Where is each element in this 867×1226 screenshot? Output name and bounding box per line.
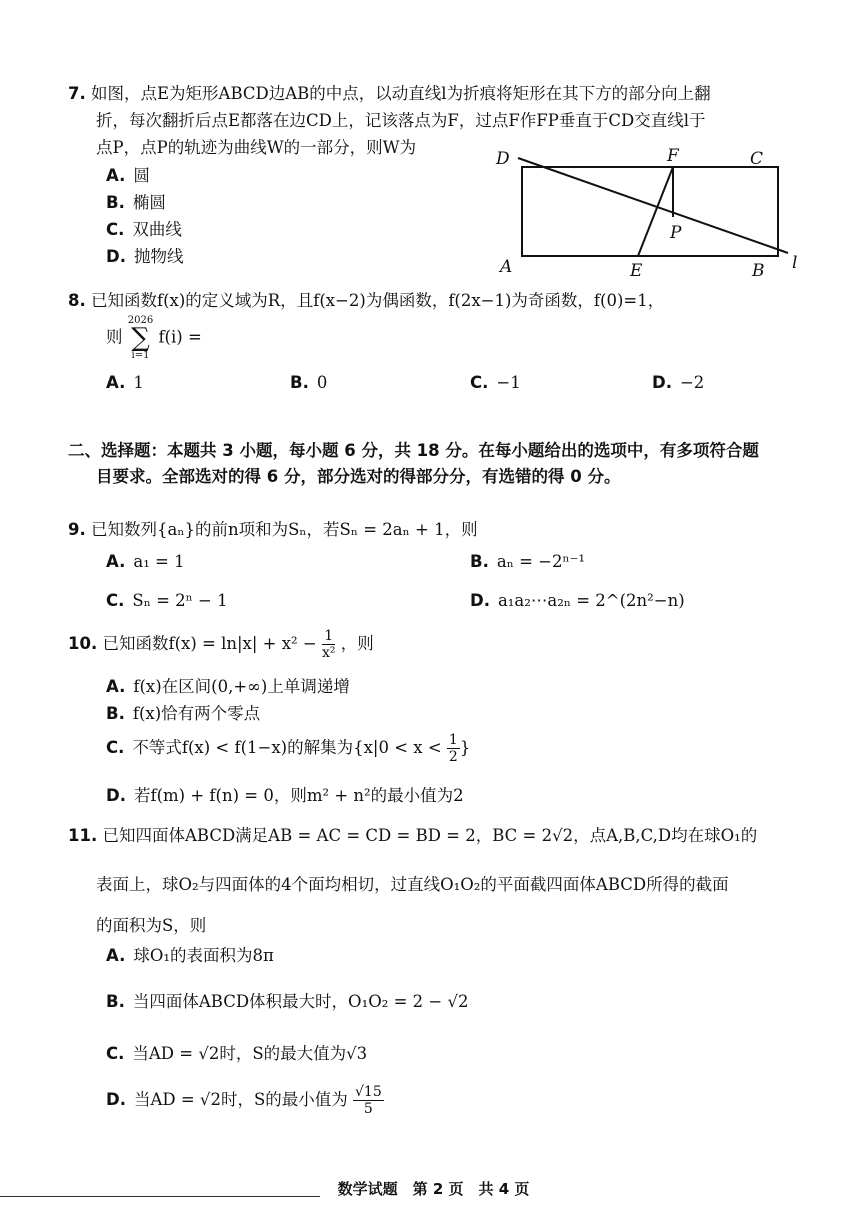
q10-option-b <box>106 700 260 724</box>
q7-number: 7. <box>68 84 86 103</box>
q7-option-d-text: 抛物线 <box>133 247 184 266</box>
q10-text-suffix: ，则 <box>340 634 374 653</box>
q9-option-d-text: a₁a₂⋯a₂ₙ = 2^(2n²−n) <box>497 591 685 610</box>
q11-optd-frac-num: √15 <box>355 1084 382 1100</box>
q8-text-2-suffix: f(i) = <box>158 327 202 347</box>
q10-optc-frac-den: 2 <box>448 749 458 765</box>
label-a: A <box>500 257 513 277</box>
q9-option-b-label: B. <box>470 552 489 571</box>
page-footer: 数学试题 第 2 页 共 4 页 <box>337 1180 530 1198</box>
q10-option-c-text: 不等式f(x) < f(1−x)的解集为{x|0 < x < <box>132 738 442 757</box>
q7-option-d <box>106 243 183 267</box>
q8-line1 <box>68 287 664 314</box>
q11-option-a-label: A. <box>106 946 126 965</box>
q8-text-2-prefix: 则 <box>106 327 123 347</box>
q7-line2: 折，每次翻折后点E都落在边CD上，记该落点为F，过点F作FP垂直于CD交直线l于 <box>96 111 706 130</box>
q8-option-a-text: 1 <box>133 373 144 392</box>
q8-option-d <box>652 373 704 392</box>
sum-lower: i=1 <box>131 350 150 361</box>
q8-option-b-label: B. <box>290 373 309 392</box>
q10-option-b-label: B. <box>106 704 125 723</box>
q8-option-c <box>470 373 521 392</box>
sum-upper: 2026 <box>127 315 154 326</box>
q10-text-prefix: 已知函数f(x) = ln|x| + x² − <box>102 634 317 653</box>
q7-option-a-label: A. <box>106 166 126 185</box>
q7-option-a-text: 圆 <box>133 166 150 185</box>
q10-fraction <box>322 628 336 661</box>
q8-option-c-label: C. <box>470 373 489 392</box>
q7-option-c-label: C. <box>106 220 125 239</box>
line-l <box>518 158 788 253</box>
q11-option-d-text: 当AD = √2时，S的最小值为 <box>133 1090 348 1109</box>
q8-option-a <box>106 373 144 392</box>
q11-line2: 表面上，球O₂与四面体的4个面均相切，过直线O₁O₂的平面截四面体ABCD所得的截面 <box>96 875 729 894</box>
q11-option-a <box>106 942 274 966</box>
q11-option-b <box>106 988 468 1012</box>
q11-option-a-text: 球O₁的表面积为8π <box>133 946 274 965</box>
q7-line3: 点P，点P的轨迹为曲线W的一部分，则W为 <box>96 138 417 157</box>
sum-symbol: ∑ <box>131 323 150 353</box>
q11-line3: 的面积为S，则 <box>96 916 207 935</box>
summation <box>128 315 153 361</box>
q7-option-b-text: 椭圆 <box>132 193 166 212</box>
q10-option-c-suffix: } <box>459 738 471 757</box>
q9-option-c-text: Sₙ = 2ⁿ − 1 <box>132 591 228 610</box>
q10-number: 10. <box>68 634 98 653</box>
q11-option-c-text: 当AD = √2时，S的最大值为√3 <box>132 1044 368 1063</box>
section2-line1: 二、选择题：本题共 3 小题，每小题 6 分，共 18 分。在每小题给出的选项中，有多项符合题 <box>68 441 759 460</box>
q9-option-b-text: aₙ = −2ⁿ⁻¹ <box>496 552 585 571</box>
q10-frac-den: x² <box>321 645 336 661</box>
q11-option-c <box>106 1040 367 1064</box>
q11-option-b-text: 当四面体ABCD体积最大时，O₁O₂ = 2 − √2 <box>132 992 469 1011</box>
footer-divider <box>0 1196 320 1197</box>
q11-option-b-label: B. <box>106 992 125 1011</box>
q11-option-c-label: C. <box>106 1044 125 1063</box>
q8-option-c-text: −1 <box>496 373 521 392</box>
q7-option-d-label: D. <box>106 247 126 266</box>
q10-option-a-label: A. <box>106 677 126 696</box>
q10-option-c-label: C. <box>106 738 125 757</box>
q10-option-d-text: 若f(m) + f(n) = 0，则m² + n²的最小值为2 <box>133 786 464 805</box>
q9-option-c <box>106 591 228 610</box>
label-c: C <box>750 149 764 169</box>
q10-optc-frac-num: 1 <box>448 732 458 748</box>
q10-option-a-text: f(x)在区间(0,+∞)上单调递增 <box>133 677 350 696</box>
q9-option-d <box>470 591 685 610</box>
q8-option-d-label: D. <box>652 373 672 392</box>
q7-line1 <box>68 80 711 107</box>
section2-line2: 目要求。全部选对的得 6 分，部分选对的得部分分，有选错的得 0 分。 <box>96 467 621 486</box>
label-b: B <box>752 261 765 281</box>
q9-number: 9. <box>68 520 86 539</box>
q11-option-d-label: D. <box>106 1090 126 1109</box>
q11-optd-frac-den: 5 <box>363 1101 373 1117</box>
label-e: E <box>630 261 643 281</box>
q9-option-c-label: C. <box>106 591 125 610</box>
q8-option-b-text: 0 <box>316 373 328 392</box>
q8-line2 <box>106 315 202 361</box>
q7-option-c-text: 双曲线 <box>132 220 182 239</box>
q7-option-c <box>106 216 182 240</box>
q10-option-c <box>106 732 470 765</box>
q10-option-c-fraction <box>447 732 460 765</box>
q7-figure <box>490 140 820 285</box>
q9-option-b <box>470 552 585 571</box>
q8-option-d-text: −2 <box>679 373 705 392</box>
q11-number: 11. <box>68 826 98 845</box>
q10-option-a <box>106 673 350 697</box>
label-d: D <box>496 149 510 169</box>
q8-number: 8. <box>68 291 86 310</box>
q7-option-a <box>106 162 150 186</box>
rectangle-abcd <box>522 167 778 256</box>
q11-option-d-fraction <box>353 1084 384 1117</box>
label-f: F <box>667 146 679 166</box>
q9-option-a-text: a₁ = 1 <box>133 552 185 571</box>
q11-line1 <box>68 822 757 849</box>
q10-stem <box>68 628 374 661</box>
q9-option-a-label: A. <box>106 552 126 571</box>
q9-option-d-label: D. <box>470 591 490 610</box>
q9-option-a <box>106 552 185 571</box>
q10-option-d-label: D. <box>106 786 126 805</box>
q8-option-a-label: A. <box>106 373 126 392</box>
q8-text-1: 已知函数f(x)的定义域为R，且f(x−2)为偶函数，f(2x−1)为奇函数，f(0)=1， <box>91 291 665 310</box>
q10-frac-num: 1 <box>322 628 336 645</box>
q7-option-b <box>106 189 166 213</box>
label-l: l <box>792 253 798 273</box>
label-p: P <box>670 223 682 243</box>
q8-option-b <box>290 373 327 392</box>
q10-option-d <box>106 782 464 806</box>
q9-text: 已知数列{aₙ}的前n项和为Sₙ，若Sₙ = 2aₙ + 1，则 <box>91 520 478 539</box>
q10-option-b-text: f(x)恰有两个零点 <box>132 704 261 723</box>
q7-option-b-label: B. <box>106 193 125 212</box>
q11-text-1: 已知四面体ABCD满足AB = AC = CD = BD = 2，BC = 2√2，点A,B,C,D均在球O₁的 <box>102 826 758 845</box>
q11-option-d <box>106 1084 384 1117</box>
q9-stem <box>68 516 478 543</box>
q7-text-1: 如图，点E为矩形ABCD边AB的中点，以动直线l为折痕将矩形在其下方的部分向上翻 <box>91 84 711 103</box>
